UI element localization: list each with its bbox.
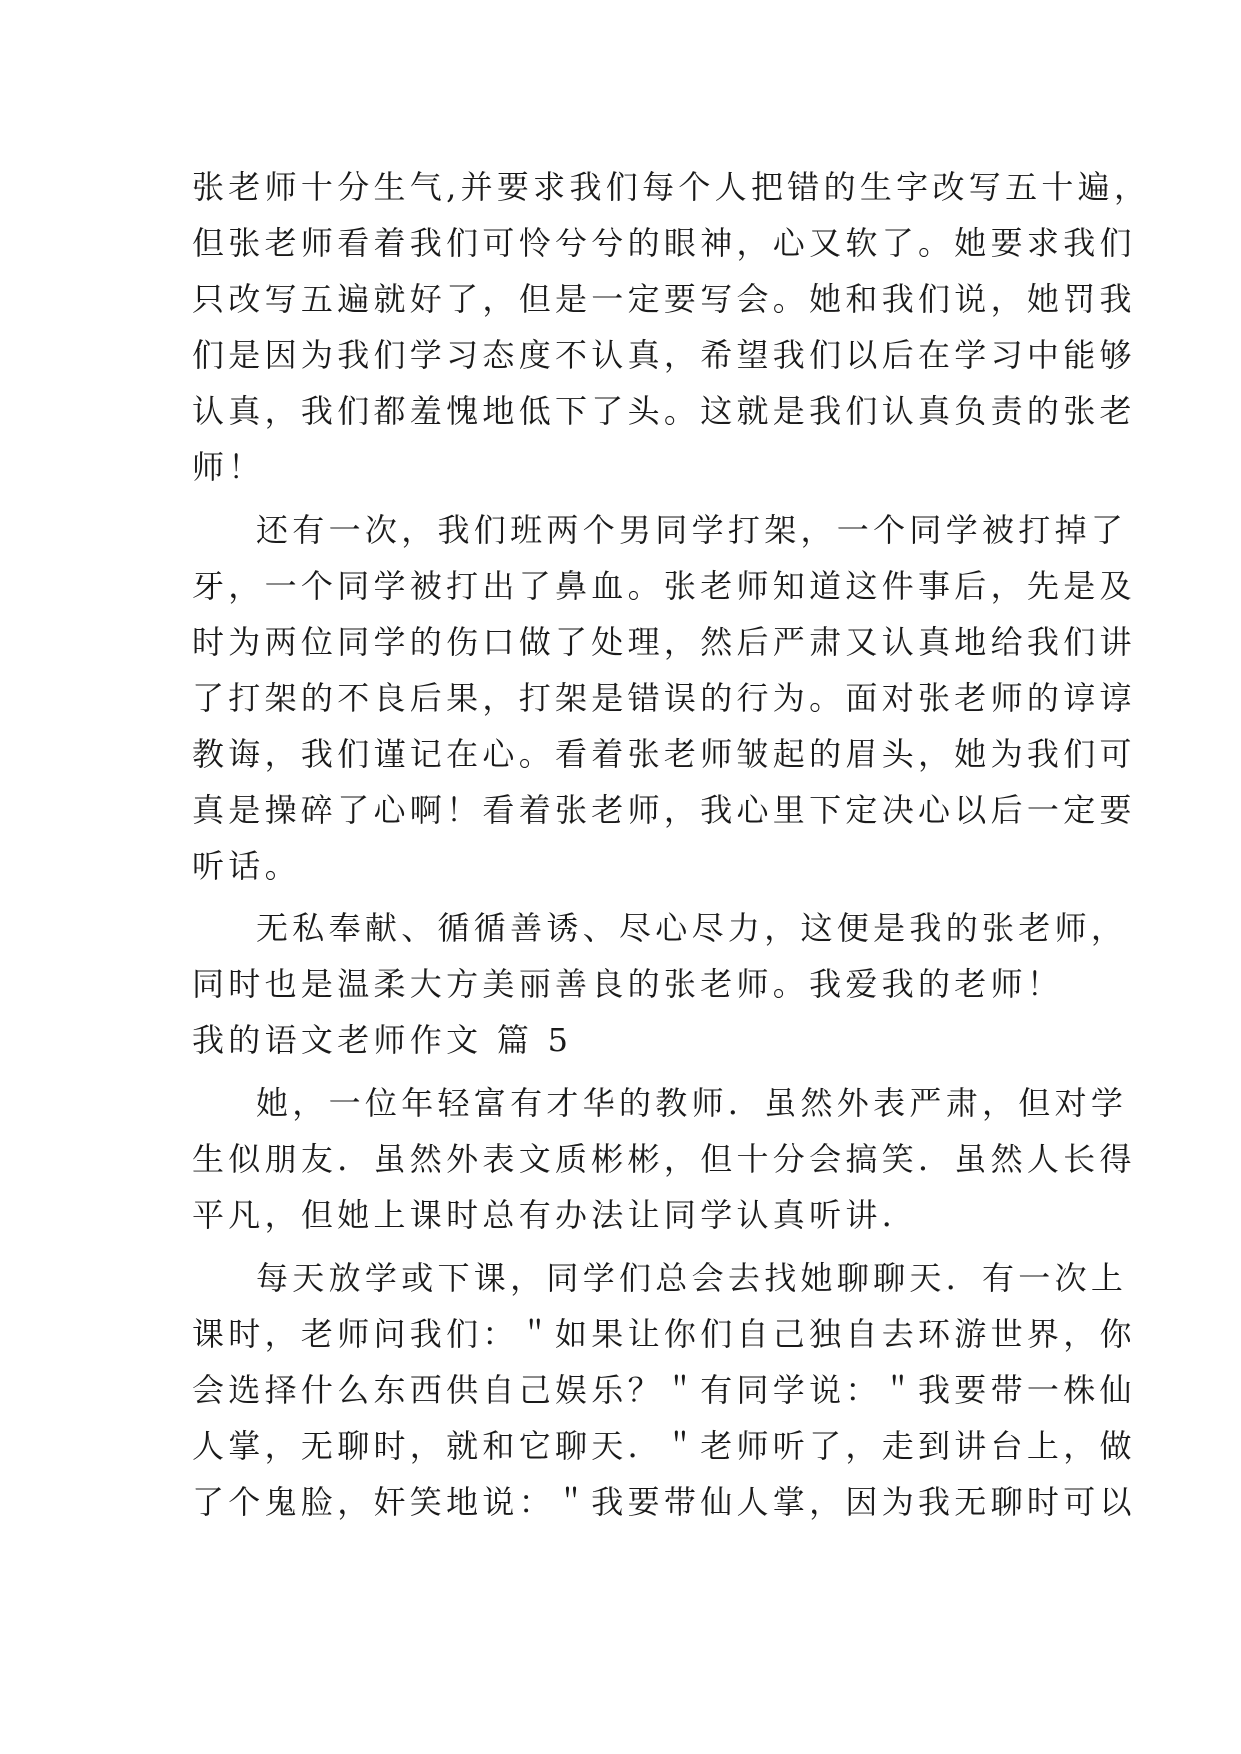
text-line: 真是操碎了心啊！看着张老师，我心里下定决心以后一定要 [192, 791, 1136, 829]
text-line: 人掌，无聊时，就和它聊天．＂老师听了，走到讲台上，做 [192, 1427, 1136, 1465]
text-line: 听话。 [192, 847, 301, 885]
paragraph-first-line: 还有一次，我们班两个男同学打架，一个同学被打掉了 [256, 511, 1128, 549]
text-line: 教诲，我们谨记在心。看着张老师皱起的眉头，她为我们可 [192, 735, 1136, 773]
text-line: 们是因为我们学习态度不认真，希望我们以后在学习中能够 [192, 336, 1136, 374]
paragraph-first-line: 无私奉献、循循善诱、尽心尽力，这便是我的张老师， [256, 909, 1128, 947]
text-line: 师！ [192, 448, 265, 486]
paragraph-first-line: 每天放学或下课，同学们总会去找她聊聊天．有一次上 [256, 1259, 1128, 1297]
text-line: 同时也是温柔大方美丽善良的张老师。我爱我的老师！ [192, 965, 1064, 1003]
text-line: 课时，老师问我们：＂如果让你们自己独自去环游世界，你 [192, 1315, 1136, 1353]
text-line: 生似朋友．虽然外表文质彬彬，但十分会搞笑．虽然人长得 [192, 1140, 1136, 1178]
text-line: 只改写五遍就好了，但是一定要写会。她和我们说，她罚我 [192, 280, 1136, 318]
text-line: 但张老师看着我们可怜兮兮的眼神，心又软了。她要求我们 [192, 224, 1136, 262]
text-line: 会选择什么东西供自己娱乐？＂有同学说：＂我要带一株仙 [192, 1371, 1136, 1409]
text-line: 了打架的不良后果，打架是错误的行为。面对张老师的谆谆 [192, 679, 1136, 717]
text-line: 平凡，但她上课时总有办法让同学认真听讲． [192, 1196, 919, 1234]
section-heading: 我的语文老师作文 篇 5 [192, 1021, 573, 1059]
text-line: 时为两位同学的伤口做了处理，然后严肃又认真地给我们讲 [192, 623, 1136, 661]
paragraph-first-line: 她，一位年轻富有才华的教师．虽然外表严肃，但对学 [256, 1084, 1128, 1122]
text-line: 认真，我们都羞愧地低下了头。这就是我们认真负责的张老 [192, 392, 1136, 430]
text-line: 张老师十分生气,并要求我们每个人把错的生字改写五十遍， [192, 168, 1151, 206]
text-line: 了个鬼脸，奸笑地说：＂我要带仙人掌，因为我无聊时可以 [192, 1483, 1136, 1521]
text-line: 牙，一个同学被打出了鼻血。张老师知道这件事后，先是及 [192, 567, 1136, 605]
